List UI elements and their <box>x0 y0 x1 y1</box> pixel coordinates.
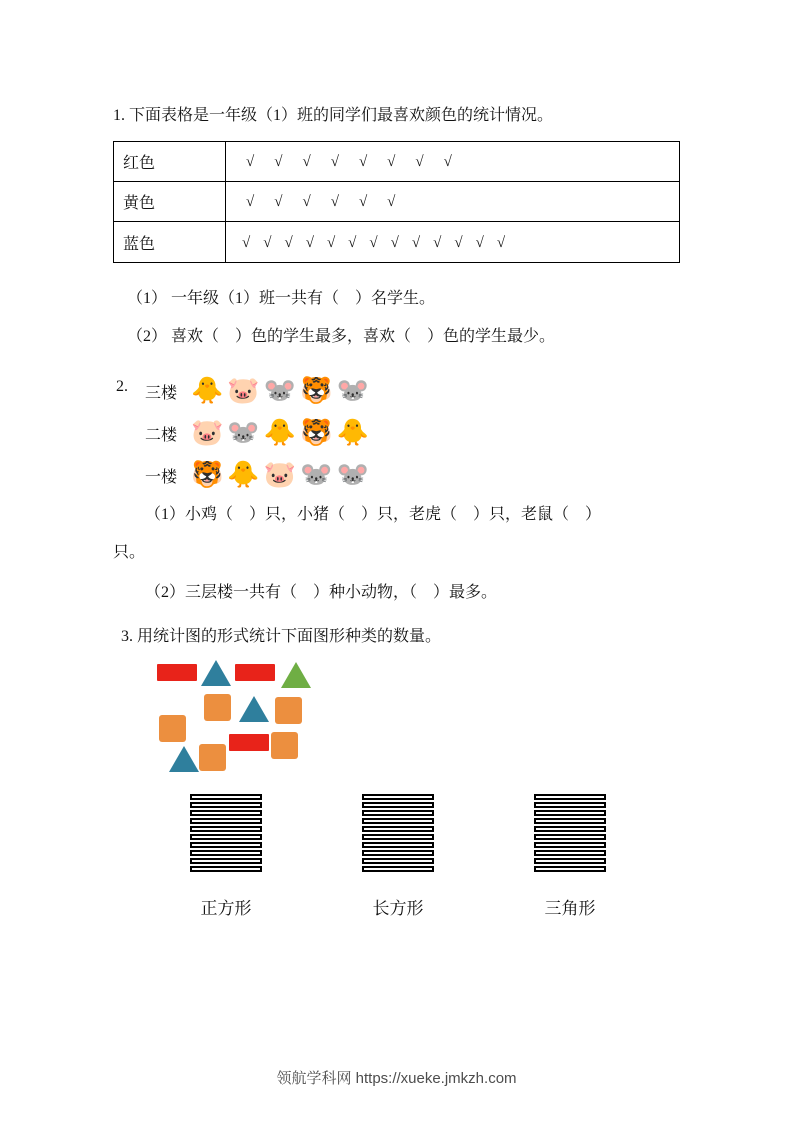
color-table <box>113 141 680 263</box>
tally-stack <box>362 794 434 874</box>
blue-triangle <box>169 746 199 772</box>
chick-icon: 🐥 <box>191 376 224 405</box>
tally-cell <box>190 866 262 872</box>
chart-labels <box>113 894 680 919</box>
checkmark: √ <box>358 194 368 210</box>
mouse-icon: 🐭 <box>336 460 369 489</box>
blue-triangle <box>239 696 269 722</box>
green-triangle <box>281 662 311 688</box>
orange-square <box>271 732 298 759</box>
checkmarks-cell <box>226 222 679 262</box>
checkmark: √ <box>369 234 378 251</box>
tiger-icon: 🐯 <box>191 460 224 489</box>
checkmark: √ <box>263 234 272 251</box>
checkmark: √ <box>246 154 255 170</box>
checkmark: √ <box>443 154 452 170</box>
checkmark: √ <box>302 154 311 170</box>
tally-cell <box>534 850 606 856</box>
checkmark: √ <box>496 234 506 251</box>
checkmark: √ <box>387 154 396 170</box>
checkmark: √ <box>358 154 368 170</box>
tally-cell <box>362 810 434 816</box>
checkmark: √ <box>274 154 283 170</box>
checkmark: √ <box>387 194 396 210</box>
pig-icon: 🐷 <box>227 376 260 405</box>
blue-triangle <box>201 660 231 686</box>
mouse-icon: 🐭 <box>227 418 260 447</box>
checkmark: √ <box>348 234 357 251</box>
checkmark: √ <box>302 194 311 210</box>
chick-icon: 🐥 <box>263 418 297 447</box>
q2-sub1-line1: （1）小鸡（ ）只，小猪（ ）只，老虎（ ）只，老鼠（ ） <box>145 506 602 523</box>
tally-cell <box>534 858 606 864</box>
floor-label: 一楼 <box>145 468 178 486</box>
animal-floors <box>113 370 680 496</box>
red-rect <box>157 664 197 681</box>
tally-cell <box>534 818 606 824</box>
tally-cell <box>362 834 434 840</box>
tally-cell <box>190 842 262 848</box>
color-table-row <box>114 142 679 182</box>
tally-cell <box>190 858 262 864</box>
chick-icon: 🐥 <box>227 460 260 489</box>
tally-cell <box>362 842 434 848</box>
tally-cell <box>534 842 606 848</box>
q1-title: 1. 下面表格是一年级（1）班的同学们最喜欢颜色的统计情况。 <box>113 107 554 124</box>
mouse-icon: 🐭 <box>336 376 369 405</box>
chart-label: 三角形 <box>544 899 596 918</box>
orange-square <box>204 694 231 721</box>
worksheet-content <box>113 105 680 919</box>
checkmark: √ <box>274 194 283 210</box>
mouse-icon: 🐭 <box>263 376 297 405</box>
tally-stack <box>190 794 262 874</box>
color-table-row <box>114 182 679 222</box>
red-rect <box>235 664 275 681</box>
tally-cell <box>190 810 262 816</box>
floor-row <box>113 412 680 454</box>
orange-square <box>275 697 302 724</box>
tiger-icon: 🐯 <box>300 418 333 447</box>
checkmarks-cell <box>226 142 679 181</box>
color-table-row <box>114 222 679 262</box>
tally-cell <box>362 826 434 832</box>
chart-label: 正方形 <box>200 899 252 918</box>
checkmark: √ <box>454 234 463 251</box>
orange-square <box>199 744 226 771</box>
tally-cell <box>362 802 434 808</box>
floor-row <box>113 454 680 496</box>
pig-icon: 🐷 <box>191 418 224 447</box>
floor-label: 二楼 <box>145 426 178 444</box>
checkmark: √ <box>326 234 336 251</box>
tiger-icon: 🐯 <box>300 376 333 405</box>
floor-row <box>113 370 680 412</box>
tally-cell <box>534 866 606 872</box>
q1-sub1: （1） 一年级（1）班一共有（ ）名学生。 <box>127 290 436 307</box>
tally-cell <box>190 818 262 824</box>
tally-cell <box>362 818 434 824</box>
footer-watermark: 领航学科网 https://xueke.jmkzh.com <box>276 1070 517 1087</box>
tally-cell <box>190 834 262 840</box>
checkmark: √ <box>390 234 399 251</box>
tally-cell <box>362 850 434 856</box>
color-label: 黄色 <box>114 182 226 221</box>
q2-sub1-line2: 只。 <box>113 544 146 561</box>
checkmarks-cell <box>226 182 679 221</box>
tally-cell <box>190 802 262 808</box>
tally-cell <box>534 794 606 800</box>
tally-cell <box>190 826 262 832</box>
checkmark: √ <box>475 234 484 251</box>
tally-cell <box>362 858 434 864</box>
tally-cell <box>190 794 262 800</box>
chart-label: 长方形 <box>372 899 424 918</box>
color-label: 蓝色 <box>114 222 226 262</box>
tally-cell <box>362 794 434 800</box>
q2-number: 2. <box>116 378 128 395</box>
tally-stack <box>534 794 606 874</box>
mouse-icon: 🐭 <box>300 460 333 489</box>
q3-title: 3. 用统计图的形式统计下面图形种类的数量。 <box>121 628 442 645</box>
tally-cell <box>534 826 606 832</box>
tally-charts <box>113 794 680 874</box>
tally-cell <box>190 850 262 856</box>
q1-sub2: （2） 喜欢（ ）色的学生最多，喜欢（ ）色的学生最少。 <box>127 328 556 345</box>
floor-label: 三楼 <box>145 384 178 402</box>
tally-cell <box>362 866 434 872</box>
q2-sub2: （2）三层楼一共有（ ）种小动物，（ ）最多。 <box>145 584 498 601</box>
checkmark: √ <box>433 234 442 251</box>
shapes-scatter <box>149 660 369 780</box>
checkmark: √ <box>284 234 293 251</box>
tally-cell <box>534 802 606 808</box>
checkmark: √ <box>330 194 339 210</box>
checkmark: √ <box>246 194 255 210</box>
tally-cell <box>534 834 606 840</box>
checkmark: √ <box>411 234 421 251</box>
checkmark: √ <box>305 234 314 251</box>
tally-cell <box>534 810 606 816</box>
orange-square <box>159 715 186 742</box>
checkmark: √ <box>330 154 339 170</box>
pig-icon: 🐷 <box>263 460 297 489</box>
checkmark: √ <box>415 154 424 170</box>
color-label: 红色 <box>114 142 226 181</box>
red-rect <box>229 734 269 751</box>
checkmark: √ <box>242 234 251 251</box>
chick-icon: 🐥 <box>336 418 369 447</box>
